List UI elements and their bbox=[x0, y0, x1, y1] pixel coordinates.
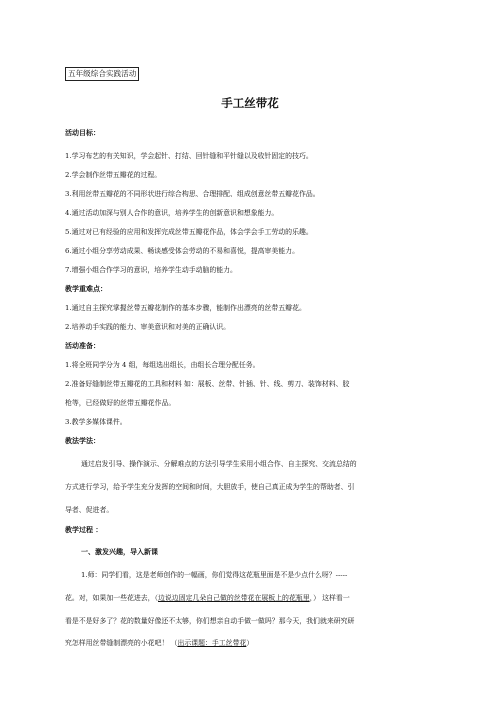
key-points-heading: 教学重难点： bbox=[65, 285, 107, 293]
objectives-heading: 活动目标： bbox=[65, 129, 100, 137]
key-point-item: 2.培养动手实践的能力、审美意识和对美的正确认识。 bbox=[65, 323, 231, 331]
objective-item: 7.增强小组合作学习的意识，培养学生动手动脑的能力。 bbox=[65, 266, 237, 274]
text-segment: 花。对，如果加一些花进去，（ bbox=[65, 594, 159, 602]
objective-item: 1.学习布艺的有关知识，学会起针、打结、回针缝和平针缝以及收针固定的技巧。 bbox=[65, 152, 313, 160]
objective-item: 4.通过活动加深与别人合作的意识，培养学生的创新意识和想象能力。 bbox=[65, 209, 279, 217]
text-segment: ） bbox=[246, 639, 254, 647]
objective-item: 3.利用丝带五瓣花的不同形状进行综合构思、合理排配、组成创意丝带五瓣花作品。 bbox=[65, 190, 320, 198]
preparation-item: 2.准备好缝制丝带五瓣花的工具和材料 如：展板、丝带、针插、针、线、剪刀、装饰材料、胶 bbox=[65, 380, 350, 388]
objective-item: 5.通过对已有经验的应用和发挥完成丝带五瓣花作品，体会学会手工劳动的乐趣。 bbox=[65, 228, 313, 236]
text-segment: ，） 这样看一 bbox=[309, 594, 350, 602]
section-title: 一、激发兴趣，导入新课 bbox=[81, 548, 158, 556]
process-paragraph-line: 1.师：同学们看，这是老师创作的一幅画，你们觉得这花瓶里面是不是少点什么呀？----- bbox=[81, 571, 348, 579]
preparation-item: 3.教学多媒体课件。 bbox=[65, 418, 127, 426]
methods-paragraph-line: 方式进行学习，给予学生充分发挥的空间和时间，大胆放手，使自己真正成为学生的帮助者、引 bbox=[65, 483, 355, 491]
process-paragraph-line: 看是不是好多了？花的数量好像还不太够，你们想亲自动手做一做吗？那今天，我们就来研究研 bbox=[65, 617, 355, 625]
process-heading: 教学过程 ： bbox=[65, 526, 103, 534]
preparation-heading: 活动准备： bbox=[65, 342, 100, 350]
text-segment: 究怎样用丝带缝制漂亮的小花吧！ （ bbox=[65, 639, 178, 647]
methods-paragraph-line: 导者、促进者。 bbox=[65, 506, 114, 514]
methods-heading: 教法学法： bbox=[65, 437, 100, 445]
methods-paragraph-line: 通过启发引导、操作演示、分解难点的方法引导学生采用小组合作、自主探究、交流总结的 bbox=[81, 460, 357, 468]
process-paragraph-line bbox=[65, 638, 253, 648]
underlined-action-note: 边说边固定几朵自己做的丝带花在展板上的花瓶里 bbox=[158, 594, 310, 602]
preparation-item-continued: 枪等，已经做好的丝带五瓣花作品。 bbox=[65, 399, 176, 407]
objective-item: 6.通过小组分享劳动成果、畅谈感受体会劳动的不易和喜悦，提高审美能力。 bbox=[65, 247, 299, 255]
key-point-item: 1.通过自主探究掌握丝带五瓣花制作的基本步骤，能制作出漂亮的丝带五瓣花。 bbox=[65, 304, 306, 312]
process-paragraph-line bbox=[65, 593, 350, 603]
grade-label: 五年级综合实践活动 bbox=[65, 67, 139, 81]
preparation-item: 1.将全班同学分为 4 组，每组选出组长，由组长合理分配任务。 bbox=[65, 361, 260, 369]
objective-item: 2.学会制作丝带五瓣花的过程。 bbox=[65, 171, 162, 179]
underlined-topic-note: 出示课题：手工丝带花 bbox=[177, 639, 247, 647]
document-title: 手工丝带花 bbox=[221, 96, 279, 110]
